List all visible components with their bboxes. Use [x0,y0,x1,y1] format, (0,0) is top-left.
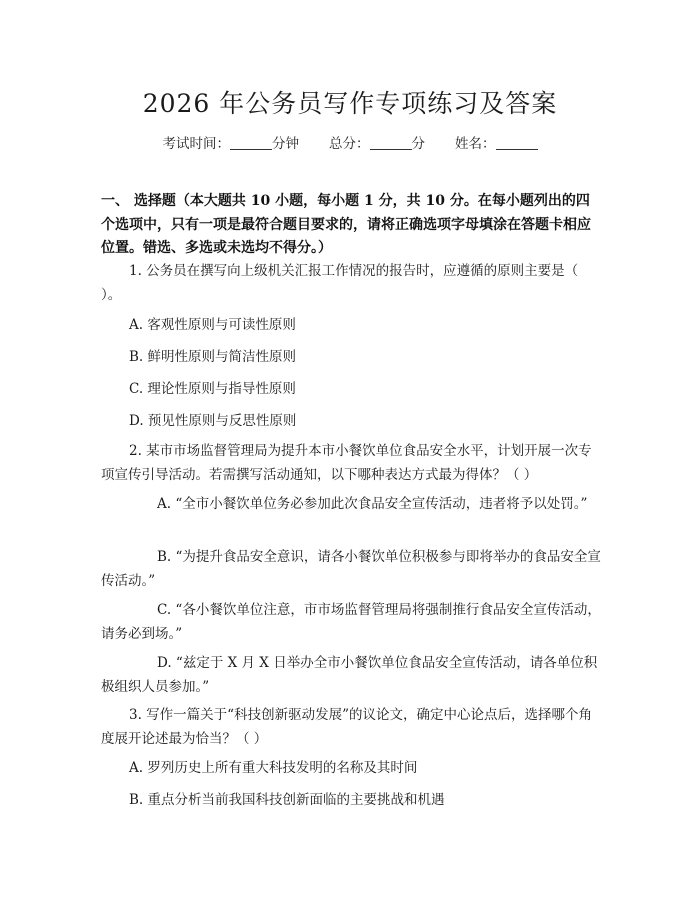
question-2-text: 2. 某市市场监督管理局为提升本市小餐饮单位食品安全水平，计划开展一次专项宣传引导活动。若需撰写活动通知，以下哪种表达方式最为得体？（ ） [101,443,592,483]
name-label: 姓名： [455,136,496,152]
question-1-option-c: C. 理论性原则与指导性原则 [129,381,296,397]
time-blank [230,136,272,150]
question-2-option-d: D. “兹定于 X 月 X 日举办全市小餐饮单位食品安全宣传活动，请各单位积极组织人员参加。” [101,655,598,695]
score-label: 总分： [329,136,370,152]
question-2-option-c: C. “各小餐饮单位注意，市市场监督管理局将强制推行食品安全宣传活动，请务必到场。” [101,602,601,642]
time-unit: 分钟 [272,136,299,152]
question-1-option-d: D. 预见性原则与反思性原则 [129,413,297,429]
score-unit: 分 [411,136,425,152]
section-heading: 一、 选择题（本大题共 10 小题，每小题 1 分，共 10 分。在每小题列出的四个选项中，只有一项是最符合题目要求的，请将正确选项字母填涂在答题卡相应位置。错选、多选或未选均不得分。） [101,193,591,256]
time-label: 考试时间： [162,136,230,152]
question-3-option-b: B. 重点分析当前我国科技创新面临的主要挑战和机遇 [129,792,445,808]
question-3-option-a: A. 罗列历史上所有重大科技发明的名称及其时间 [129,760,418,776]
page-title: 2026 年公务员写作专项练习及答案 [142,89,558,118]
question-1-text: 1. 公务员在撰写向上级机关汇报工作情况的报告时，应遵循的原则主要是（ ）。 [101,263,579,303]
question-2-option-b: B. “为提升食品安全意识，请各小餐饮单位积极参与即将举办的食品安全宣传活动。” [101,549,601,589]
question-1-option-a: A. 客观性原则与可读性原则 [129,317,296,333]
name-blank [496,136,538,150]
score-blank [370,136,412,150]
question-1-option-b: B. 鲜明性原则与简洁性原则 [129,349,297,365]
question-2-option-a: A. “全市小餐饮单位务必参加此次食品安全宣传活动，违者将予以处罚。” [157,496,588,512]
exam-meta [0,132,700,152]
question-3-text: 3. 写作一篇关于“科技创新驱动发展”的议论文，确定中心论点后，选择哪个角度展开论述最为恰当？（ ） [101,707,592,747]
